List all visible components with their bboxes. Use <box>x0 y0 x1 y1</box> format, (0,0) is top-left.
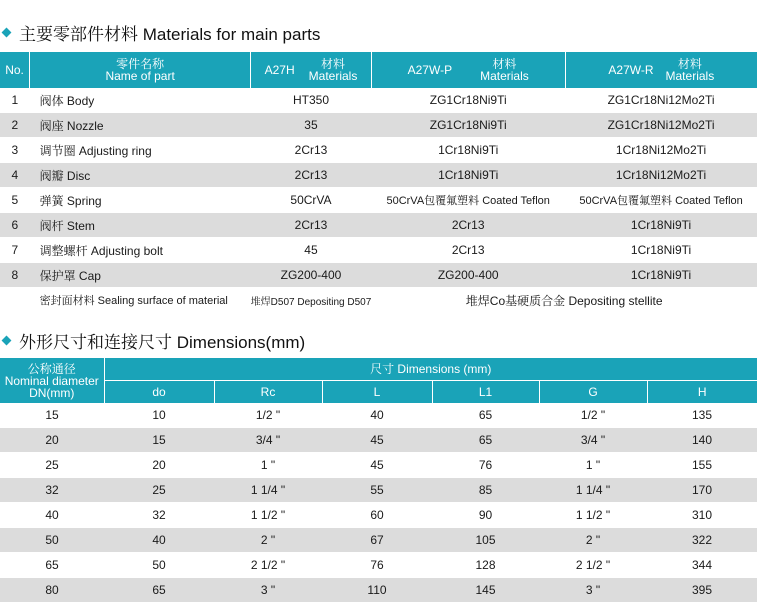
dimensions-body <box>0 403 757 603</box>
cell-rc: 2 " <box>214 528 322 553</box>
materials-section-title <box>0 19 320 45</box>
cell-no: 1 <box>0 88 30 113</box>
cell-sealing-a27w: 堆焊Co基硬质合金 Depositing stellite <box>371 288 757 313</box>
cell-dn: 50 <box>0 528 104 553</box>
header-no: No. <box>0 52 30 88</box>
cell-l: 76 <box>322 553 432 578</box>
header-do: do <box>104 380 214 403</box>
cell-do: 65 <box>104 578 214 603</box>
cell-a27h: HT350 <box>251 88 372 113</box>
cell-a27wr: 50CrVA包覆氟塑料 Coated Teflon <box>565 188 757 213</box>
cell-l: 60 <box>322 503 432 528</box>
cell-a27h: 50CrVA <box>251 188 372 213</box>
cell-rc: 1 1/2 " <box>214 503 322 528</box>
cell-g: 3/4 " <box>539 428 647 453</box>
cell-dn: 32 <box>0 478 104 503</box>
table-row <box>0 553 757 578</box>
header-part-en: Name of part <box>105 69 175 83</box>
cell-no: 4 <box>0 163 30 188</box>
cell-do: 25 <box>104 478 214 503</box>
cell-a27wr: ZG1Cr18Ni12Mo2Ti <box>565 113 757 138</box>
cell-h: 344 <box>647 553 757 578</box>
cell-g: 1 1/4 " <box>539 478 647 503</box>
table-row <box>0 428 757 453</box>
cell-a27wp: 1Cr18Ni9Ti <box>371 138 565 163</box>
cell-do: 15 <box>104 428 214 453</box>
cell-a27h: 35 <box>251 113 372 138</box>
header-a27wr <box>565 52 757 88</box>
cell-g: 1 1/2 " <box>539 503 647 528</box>
table-row <box>0 213 757 238</box>
cell-part: 保护罩 Cap <box>30 263 251 288</box>
header-a27wr-en: Materials <box>665 69 715 83</box>
cell-sealing-a27h: 堆焊D507 Depositing D507 <box>251 288 372 313</box>
table-row <box>0 188 757 213</box>
cell-l: 110 <box>322 578 432 603</box>
cell-no: 6 <box>0 213 30 238</box>
cell-no: 8 <box>0 263 30 288</box>
header-a27wp-cn: 材料 <box>492 57 517 71</box>
dimensions-header-row-1 <box>0 358 757 380</box>
header-dn <box>0 358 104 403</box>
cell-part: 调节圈 Adjusting ring <box>30 138 251 163</box>
cell-l: 40 <box>322 403 432 428</box>
cell-l1: 128 <box>432 553 539 578</box>
cell-a27wr: 1Cr18Ni9Ti <box>565 263 757 288</box>
cell-no: 2 <box>0 113 30 138</box>
cell-do: 20 <box>104 453 214 478</box>
cell-a27wp: 2Cr13 <box>371 213 565 238</box>
materials-table <box>0 52 757 313</box>
cell-dn: 25 <box>0 453 104 478</box>
cell-a27h: 2Cr13 <box>251 163 372 188</box>
cell-h: 395 <box>647 578 757 603</box>
table-row <box>0 263 757 288</box>
cell-part: 弹簧 Spring <box>30 188 251 213</box>
cell-do: 50 <box>104 553 214 578</box>
diamond-bullet-icon <box>2 27 12 37</box>
table-row <box>0 403 757 428</box>
cell-l1: 90 <box>432 503 539 528</box>
cell-sealing-label: 密封面材料 Sealing surface of material <box>30 288 251 313</box>
dimensions-header-row-2 <box>0 380 757 403</box>
cell-l1: 85 <box>432 478 539 503</box>
cell-l1: 145 <box>432 578 539 603</box>
cell-h: 155 <box>647 453 757 478</box>
cell-g: 1/2 " <box>539 403 647 428</box>
cell-part: 阀体 Body <box>30 88 251 113</box>
table-row <box>0 528 757 553</box>
cell-a27wp: 2Cr13 <box>371 238 565 263</box>
cell-a27wp: ZG200-400 <box>371 263 565 288</box>
header-part <box>30 52 251 88</box>
table-row <box>0 453 757 478</box>
cell-rc: 1 1/4 " <box>214 478 322 503</box>
table-row <box>0 578 757 603</box>
cell-g: 3 " <box>539 578 647 603</box>
sealing-row <box>0 288 757 313</box>
table-row <box>0 88 757 113</box>
cell-h: 135 <box>647 403 757 428</box>
header-a27wp <box>371 52 565 88</box>
header-dn-cn: 公称通径 <box>27 361 76 376</box>
header-rc: Rc <box>214 380 322 403</box>
cell-a27wr: 1Cr18Ni12Mo2Ti <box>565 138 757 163</box>
cell-l: 67 <box>322 528 432 553</box>
cell-no <box>0 288 30 313</box>
cell-part: 阀瓣 Disc <box>30 163 251 188</box>
header-h: H <box>647 380 757 403</box>
cell-rc: 1 " <box>214 453 322 478</box>
cell-do: 32 <box>104 503 214 528</box>
cell-dn: 20 <box>0 428 104 453</box>
dimensions-title-text: 外形尺寸和连接尺寸 Dimensions(mm) <box>19 332 306 352</box>
cell-a27h: 45 <box>251 238 372 263</box>
cell-l: 55 <box>322 478 432 503</box>
cell-l1: 76 <box>432 453 539 478</box>
header-part-cn: 零件名称 <box>116 57 165 71</box>
cell-l1: 65 <box>432 428 539 453</box>
header-a27wr-cn: 材料 <box>677 57 702 71</box>
table-row <box>0 138 757 163</box>
table-row <box>0 478 757 503</box>
header-a27h-cn: 材料 <box>320 57 345 71</box>
cell-rc: 3 " <box>214 578 322 603</box>
header-a27h <box>251 52 372 88</box>
cell-rc: 3/4 " <box>214 428 322 453</box>
cell-dn: 80 <box>0 578 104 603</box>
cell-l1: 105 <box>432 528 539 553</box>
cell-part: 阀座 Nozzle <box>30 113 251 138</box>
header-l1: L1 <box>432 380 539 403</box>
cell-g: 1 " <box>539 453 647 478</box>
cell-dn: 15 <box>0 403 104 428</box>
cell-l: 45 <box>322 453 432 478</box>
cell-a27wp: ZG1Cr18Ni9Ti <box>371 113 565 138</box>
header-dimensions-group: 尺寸 Dimensions (mm) <box>104 358 757 380</box>
cell-do: 10 <box>104 403 214 428</box>
header-a27wp-model: A27W-P <box>407 63 453 77</box>
cell-dn: 65 <box>0 553 104 578</box>
table-row <box>0 503 757 528</box>
diamond-bullet-icon <box>2 335 12 345</box>
cell-g: 2 " <box>539 528 647 553</box>
cell-a27h: 2Cr13 <box>251 213 372 238</box>
cell-a27wp: 50CrVA包覆氟塑料 Coated Teflon <box>371 188 565 213</box>
cell-h: 310 <box>647 503 757 528</box>
cell-h: 322 <box>647 528 757 553</box>
cell-g: 2 1/2 " <box>539 553 647 578</box>
header-dn-en1: Nominal diameter <box>4 373 99 388</box>
cell-rc: 1/2 " <box>214 403 322 428</box>
header-a27h-model: A27H <box>264 63 295 77</box>
materials-header-row <box>0 52 757 88</box>
header-g: G <box>539 380 647 403</box>
cell-a27wr: 1Cr18Ni9Ti <box>565 238 757 263</box>
header-dn-en2: DN(mm) <box>29 385 75 400</box>
table-row <box>0 163 757 188</box>
cell-dn: 40 <box>0 503 104 528</box>
header-a27wr-model: A27W-R <box>608 63 654 77</box>
cell-a27wr: ZG1Cr18Ni12Mo2Ti <box>565 88 757 113</box>
cell-a27wr: 1Cr18Ni9Ti <box>565 213 757 238</box>
header-a27h-en: Materials <box>308 69 358 83</box>
cell-a27h: ZG200-400 <box>251 263 372 288</box>
cell-l: 45 <box>322 428 432 453</box>
cell-h: 140 <box>647 428 757 453</box>
materials-title-text: 主要零部件材料 Materials for main parts <box>19 24 321 44</box>
header-l: L <box>322 380 432 403</box>
cell-a27wr: 1Cr18Ni12Mo2Ti <box>565 163 757 188</box>
cell-part: 调整螺杆 Adjusting bolt <box>30 238 251 263</box>
cell-a27wp: ZG1Cr18Ni9Ti <box>371 88 565 113</box>
dimensions-section-title <box>0 327 305 353</box>
cell-l1: 65 <box>432 403 539 428</box>
cell-h: 170 <box>647 478 757 503</box>
materials-body <box>0 88 757 313</box>
cell-do: 40 <box>104 528 214 553</box>
cell-no: 5 <box>0 188 30 213</box>
cell-rc: 2 1/2 " <box>214 553 322 578</box>
table-row <box>0 113 757 138</box>
cell-no: 3 <box>0 138 30 163</box>
cell-part: 阀杆 Stem <box>30 213 251 238</box>
header-a27wp-en: Materials <box>480 69 529 83</box>
table-row <box>0 238 757 263</box>
cell-a27wp: 1Cr18Ni9Ti <box>371 163 565 188</box>
dimensions-table <box>0 358 757 603</box>
cell-no: 7 <box>0 238 30 263</box>
cell-a27h: 2Cr13 <box>251 138 372 163</box>
